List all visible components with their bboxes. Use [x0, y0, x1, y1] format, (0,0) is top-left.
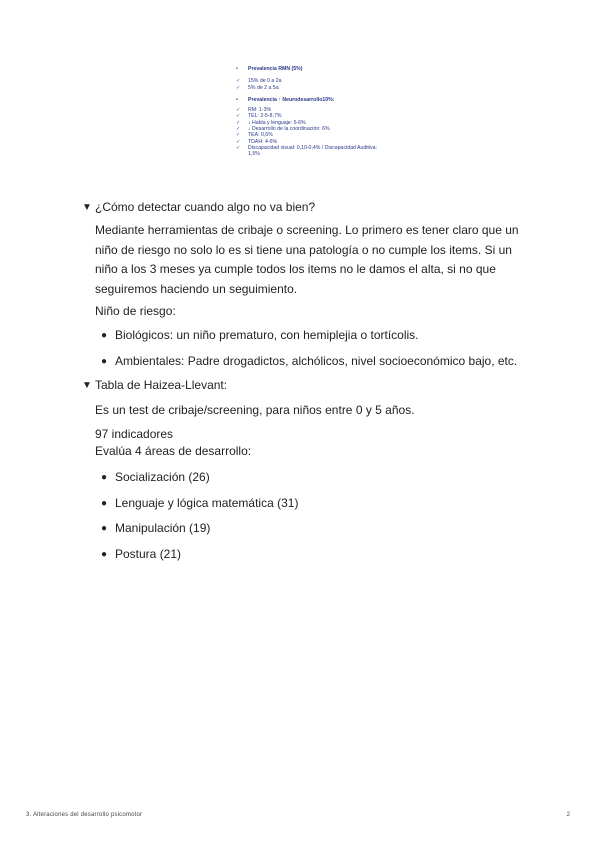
embedded-list-item: ✓ ↓ Desarrollo de la coordinación: 6% [236, 126, 330, 133]
bullet-marker: • [236, 66, 238, 72]
bullet-dot: ● [101, 497, 108, 509]
bullet-dot: ● [101, 355, 108, 367]
check-icon: ✓ [236, 132, 241, 139]
check-icon: ✓ [236, 84, 241, 91]
risk-label: Niño de riesgo: [95, 304, 176, 318]
list-item: ● Manipulación (19) [101, 521, 211, 535]
check-icon: ✓ [236, 119, 241, 126]
section2-intro: Es un test de cribaje/screening, para niños entre 0 y 5 años. [95, 403, 415, 417]
footer-page-number: 2 [566, 812, 570, 818]
embedded-section1-heading: Prevalencia RMN (5%) [248, 66, 303, 72]
embedded-list-item: ✓ RM: 1-3% [236, 107, 272, 114]
embedded-list-item: ✓ 5% de 2 a 5a [236, 84, 279, 91]
toggle-haizea-llevant[interactable] [82, 378, 227, 392]
embedded-list-item: ✓ Discapacidad visual: 0,10-0,4% / Discapacidad Auditiva: 1,5% [236, 144, 377, 158]
toggle-title: Tabla de Haizea-Llevant: [95, 378, 228, 392]
embedded-list-item: ✓ TDAH: 4-6% [236, 138, 278, 145]
bullet-dot: ● [101, 523, 108, 534]
areas-list [101, 470, 298, 572]
embedded-slide-image [236, 66, 396, 190]
risk-list [101, 328, 517, 379]
bullet-dot: ● [101, 472, 108, 483]
list-item: ● Socialización (26) [101, 470, 210, 484]
embedded-section2-heading: Prevalencia ↑ Neurodesarrollo10%: [248, 96, 335, 103]
embedded-list-item: ✓ 15% de 0 a 2a [236, 78, 282, 85]
check-icon: ✓ [236, 126, 241, 133]
toggle-title: ¿Cómo detectar cuando algo no va bien? [95, 200, 316, 214]
list-item: ● Lenguaje y lógica matemática (31) [101, 495, 299, 510]
list-item: ● Ambientales: Padre drogadictos, alchólicos, nivel socioeconómico bajo, etc. [101, 353, 518, 368]
section1-paragraph: Mediante herramientas de cribaje o screening. Lo primero es tener claro que un niño de riesgo no solo lo es si tiene una patología o no cumple los items. Si un niño a los 3 meses ya cumple todos los items no le damos el alta, si no que seguiremos haciendo un seguimiento. [95, 223, 519, 296]
check-icon: ✓ [236, 107, 241, 114]
list-item: ● Biológicos: un niño prematuro, con hemiplejia o tortícolis. [101, 328, 419, 342]
check-icon: ✓ [236, 113, 241, 120]
check-icon: ✓ [236, 144, 241, 151]
embedded-list-item: ✓ ↓ Habla y lenguaje: 5-6% [236, 119, 306, 126]
bullet-dot: ● [101, 548, 108, 560]
section2-details: 97 indicadores Evalúa 4 áreas de desarrollo: [95, 427, 252, 458]
check-icon: ✓ [236, 138, 241, 145]
embedded-list-item: ✓ TEA: 0,6% [236, 132, 273, 139]
triangle-down-icon[interactable]: ▼ [82, 379, 92, 391]
bullet-marker: • [236, 96, 238, 103]
toggle-como-detectar[interactable] [82, 200, 315, 214]
bullet-dot: ● [101, 330, 108, 341]
triangle-down-icon[interactable]: ▼ [82, 201, 92, 213]
check-icon: ✓ [236, 78, 241, 85]
footer-document-title: 3. Alteraciones del desarrollo psicomotor [26, 812, 143, 818]
list-item: ● Postura (21) [101, 546, 182, 561]
embedded-list-item: ✓ TEL: 2-5-8,7% [236, 113, 282, 120]
